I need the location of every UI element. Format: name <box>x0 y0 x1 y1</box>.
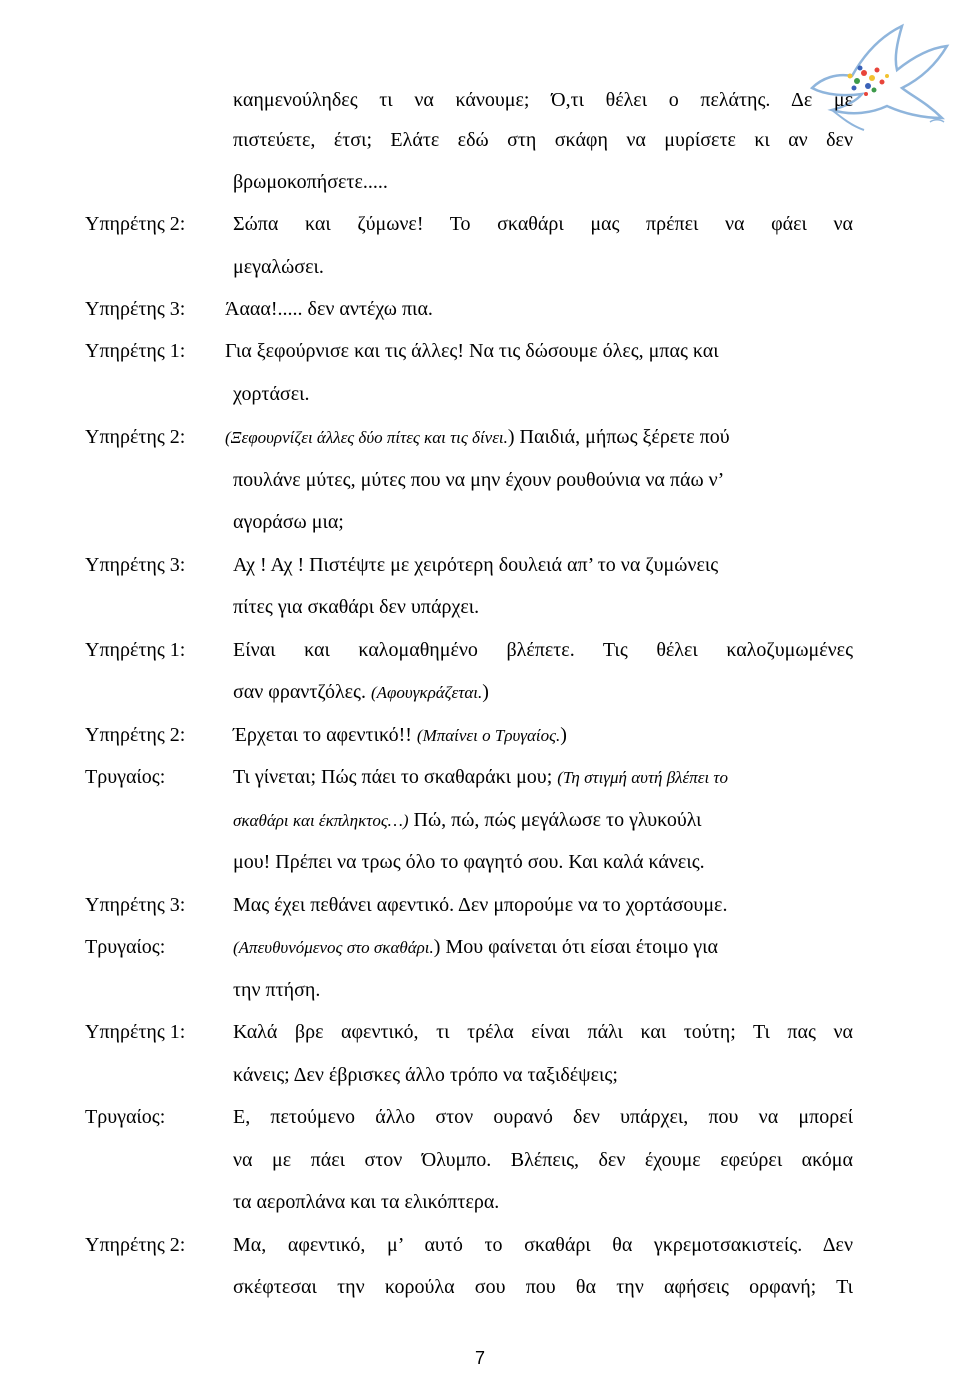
speaker-label: Υπηρέτης 1: <box>85 639 186 661</box>
speaker-label: Τρυγαίος: <box>85 1106 166 1128</box>
dialogue-text: ) Μου φαίνεται ότι είσαι έτοιμο για <box>433 936 718 958</box>
speaker-label: Υπηρέτης 3: <box>85 894 186 916</box>
text-line: βρωμοκοπήσετε..... <box>233 171 388 193</box>
text-line: τα αεροπλάνα και τα ελικόπτερα. <box>233 1191 500 1213</box>
text-line: κάνεις; Δεν έβρισκες άλλο τρόπο να ταξιδέψεις; <box>233 1064 618 1086</box>
text-line: πουλάνε μύτες, μύτες που να μην έχουν ρουθούνια να πάω ν’ <box>233 469 725 491</box>
dialogue-text: ) <box>560 724 567 746</box>
text-line: μου! Πρέπει να τρως όλο το φαγητό σου. Και καλά κάνεις. <box>233 851 705 873</box>
stage-direction: (Ξεφουρνίζει άλλες δύο πίτες και τις δίνει. <box>225 428 508 447</box>
dialogue-text: ) <box>482 681 489 703</box>
text-line: Άααα!..... δεν αντέχω πια. <box>225 298 433 320</box>
text-line: την πτήση. <box>233 979 321 1001</box>
speaker-label: Υπηρέτης 1: <box>85 1021 186 1043</box>
dialogue-text: Έρχεται το αφεντικό!! <box>233 724 412 746</box>
speaker-label: Υπηρέτης 2: <box>85 1234 186 1256</box>
text-line: Μας έχει πεθάνει αφεντικό. Δεν μπορούμε να το χορτάσουμε. <box>233 894 728 916</box>
speaker-label: Υπηρέτης 2: <box>85 724 186 746</box>
text-line: Σώπα και ζύμωνε! Το σκαθάρι μας πρέπει να φάει να <box>233 213 853 235</box>
text-line: να με πάει στον Όλυμπο. Βλέπεις, δεν έχουμε εφεύρει ακόμα <box>233 1149 853 1171</box>
page-number: 7 <box>474 1348 485 1368</box>
text-line: Αχ ! Αχ ! Πιστέψτε με χειρότερη δουλειά απ’ το να ζυμώνεις <box>233 554 719 576</box>
speaker-label: Υπηρέτης 2: <box>85 213 186 235</box>
speaker-label: Τρυγαίος: <box>85 936 166 958</box>
stage-direction: (Αφουγκράζεται. <box>370 683 483 702</box>
stage-direction: (Απευθυνόμενος στο σκαθάρι. <box>233 938 434 957</box>
speaker-label: Τρυγαίος: <box>85 766 166 788</box>
speaker-label: Υπηρέτης 1: <box>85 340 186 362</box>
stage-direction: (Τη στιγμή αυτή βλέπει το <box>557 768 729 787</box>
text-line: καημενούληδες τι να κάνουμε; Ό,τι θέλει ο πελάτης. Δε με <box>233 89 853 111</box>
text-line: Ε, πετούμενο άλλο στον ουρανό δεν υπάρχει, που να μπορεί <box>233 1106 853 1128</box>
text-line: χορτάσει. <box>233 383 310 405</box>
text-line: Είναι και καλομαθημένο βλέπετε. Τις θέλει καλοζυμωμένες <box>233 639 853 661</box>
text-line: μεγαλώσει. <box>233 256 324 278</box>
text-line: Καλά βρε αφεντικό, τι τρέλα είναι πάλι και τούτη; Τι πας να <box>233 1021 853 1043</box>
text-line <box>233 723 567 748</box>
text-line: πίτες για σκαθάρι δεν υπάρχει. <box>233 596 480 618</box>
peace-dove-icon <box>802 18 952 138</box>
text-line: πιστεύετε, έτσι; Ελάτε εδώ στη σκάφη να μυρίσετε κι αν δεν <box>233 129 853 151</box>
stage-direction: σκαθάρι και έκπληκτος…) <box>233 811 409 830</box>
dialogue-text: Τι γίνεται; Πώς πάει το σκαθαράκι μου; <box>233 766 553 788</box>
speaker-label: Υπηρέτης 3: <box>85 298 186 320</box>
text-line <box>233 765 728 790</box>
text-line: σκέφτεσαι την κορούλα σου που θα την αφήσεις ορφανή; Τι <box>233 1276 853 1298</box>
text-line <box>233 935 718 960</box>
text-line <box>233 680 489 705</box>
text-line: Για ξεφούρνισε και τις άλλες! Να τις δώσουμε όλες, μπας και <box>225 340 719 362</box>
text-line <box>225 425 730 450</box>
text-line: Μα, αφεντικό, μ’ αυτό το σκαθάρι θα γκρεμοτσακιστείς. Δεν <box>233 1234 853 1256</box>
dialogue-text: ) Παιδιά, μήπως ξέρετε πού <box>507 426 730 448</box>
speaker-label: Υπηρέτης 2: <box>85 426 186 448</box>
dialogue-text: Πώ, πώ, πώς μεγάλωσε το γλυκούλι <box>413 809 702 831</box>
text-line: αγοράσω μια; <box>233 511 344 533</box>
speaker-label: Υπηρέτης 3: <box>85 554 186 576</box>
text-line <box>233 808 702 833</box>
dialogue-text: σαν φραντζόλες. <box>233 681 366 703</box>
stage-direction: (Μπαίνει ο Τρυγαίος. <box>416 726 561 745</box>
